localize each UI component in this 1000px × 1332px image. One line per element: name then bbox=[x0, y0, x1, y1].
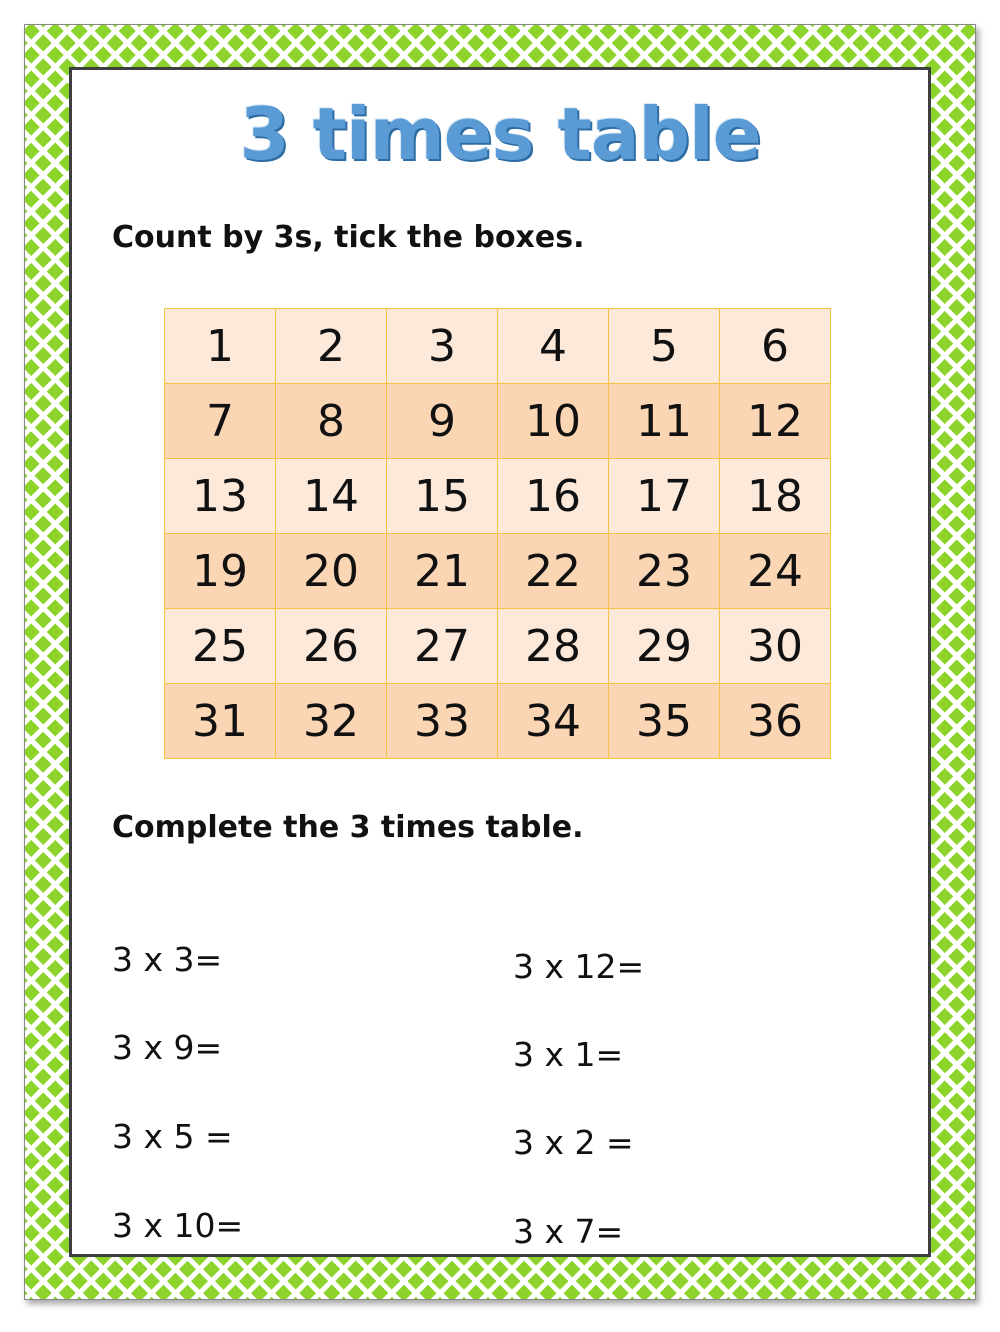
grid-cell-number: 15 bbox=[414, 470, 470, 522]
grid-cell-number: 31 bbox=[192, 695, 248, 747]
grid-cell-number: 3 bbox=[428, 320, 456, 372]
grid-cell-number: 36 bbox=[747, 695, 803, 747]
grid-row bbox=[165, 534, 831, 609]
grid-cell-number: 29 bbox=[636, 620, 692, 672]
grid-cell-number: 10 bbox=[525, 395, 581, 447]
grid-cell[interactable] bbox=[387, 384, 498, 459]
grid-row bbox=[165, 309, 831, 384]
grid-cell-number: 8 bbox=[317, 395, 345, 447]
grid-cell[interactable] bbox=[498, 309, 609, 384]
grid-cell[interactable] bbox=[165, 534, 276, 609]
grid-cell[interactable] bbox=[276, 384, 387, 459]
grid-cell[interactable] bbox=[387, 459, 498, 534]
grid-cell-number: 25 bbox=[192, 620, 248, 672]
grid-row bbox=[165, 384, 831, 459]
worksheet-border bbox=[24, 24, 976, 1300]
equation-left-3: 3 x 5 = bbox=[112, 1117, 233, 1156]
grid-cell[interactable] bbox=[276, 459, 387, 534]
grid-cell[interactable] bbox=[609, 459, 720, 534]
equation-left-2: 3 x 9= bbox=[112, 1028, 223, 1067]
grid-cell[interactable] bbox=[387, 684, 498, 759]
grid-cell-number: 2 bbox=[317, 320, 345, 372]
grid-cell[interactable] bbox=[498, 684, 609, 759]
grid-cell[interactable] bbox=[720, 459, 831, 534]
grid-cell-number: 14 bbox=[303, 470, 359, 522]
grid-cell-number: 5 bbox=[650, 320, 678, 372]
grid-cell[interactable] bbox=[276, 684, 387, 759]
page-title: 3 times table bbox=[239, 92, 761, 176]
grid-cell-number: 1 bbox=[206, 320, 234, 372]
complete-instruction: Complete the 3 times table. bbox=[112, 810, 584, 845]
grid-cell[interactable] bbox=[720, 684, 831, 759]
grid-cell-number: 12 bbox=[747, 395, 803, 447]
grid-cell[interactable] bbox=[276, 534, 387, 609]
grid-cell-number: 19 bbox=[192, 545, 248, 597]
grid-cell[interactable] bbox=[498, 534, 609, 609]
grid-row bbox=[165, 609, 831, 684]
grid-cell[interactable] bbox=[387, 609, 498, 684]
grid-cell[interactable] bbox=[720, 609, 831, 684]
grid-cell[interactable] bbox=[609, 309, 720, 384]
grid-cell[interactable] bbox=[165, 684, 276, 759]
grid-cell-number: 23 bbox=[636, 545, 692, 597]
grid-cell[interactable] bbox=[387, 534, 498, 609]
count-instruction: Count by 3s, tick the boxes. bbox=[112, 220, 585, 255]
grid-cell[interactable] bbox=[498, 384, 609, 459]
grid-cell-number: 16 bbox=[525, 470, 581, 522]
grid-cell[interactable] bbox=[609, 534, 720, 609]
grid-cell[interactable] bbox=[165, 609, 276, 684]
grid-cell[interactable] bbox=[165, 384, 276, 459]
grid-cell-number: 20 bbox=[303, 545, 359, 597]
equation-right-4: 3 x 7= bbox=[513, 1212, 624, 1251]
grid-cell-number: 22 bbox=[525, 545, 581, 597]
grid-cell[interactable] bbox=[609, 684, 720, 759]
number-grid bbox=[164, 308, 831, 759]
grid-cell-number: 33 bbox=[414, 695, 470, 747]
grid-cell[interactable] bbox=[165, 309, 276, 384]
grid-cell-number: 34 bbox=[525, 695, 581, 747]
grid-cell-number: 4 bbox=[539, 320, 567, 372]
worksheet-page bbox=[69, 67, 931, 1257]
grid-cell-number: 9 bbox=[428, 395, 456, 447]
grid-cell-number: 26 bbox=[303, 620, 359, 672]
grid-cell-number: 32 bbox=[303, 695, 359, 747]
grid-cell-number: 30 bbox=[747, 620, 803, 672]
grid-cell[interactable] bbox=[720, 534, 831, 609]
grid-cell-number: 18 bbox=[747, 470, 803, 522]
grid-cell[interactable] bbox=[720, 309, 831, 384]
grid-cell[interactable] bbox=[276, 609, 387, 684]
grid-cell-number: 21 bbox=[414, 545, 470, 597]
grid-cell[interactable] bbox=[276, 309, 387, 384]
grid-cell-number: 13 bbox=[192, 470, 248, 522]
grid-cell-number: 11 bbox=[636, 395, 692, 447]
grid-cell[interactable] bbox=[720, 384, 831, 459]
grid-cell[interactable] bbox=[609, 609, 720, 684]
grid-cell[interactable] bbox=[165, 459, 276, 534]
grid-cell-number: 27 bbox=[414, 620, 470, 672]
grid-cell-number: 17 bbox=[636, 470, 692, 522]
grid-cell[interactable] bbox=[609, 384, 720, 459]
equation-right-2: 3 x 1= bbox=[513, 1035, 624, 1074]
grid-cell[interactable] bbox=[498, 459, 609, 534]
grid-cell-number: 24 bbox=[747, 545, 803, 597]
grid-row bbox=[165, 459, 831, 534]
grid-cell-number: 6 bbox=[761, 320, 789, 372]
grid-cell[interactable] bbox=[498, 609, 609, 684]
grid-cell-number: 35 bbox=[636, 695, 692, 747]
equation-right-3: 3 x 2 = bbox=[513, 1123, 634, 1162]
equation-left-1: 3 x 3= bbox=[112, 940, 223, 979]
grid-row bbox=[165, 684, 831, 759]
equation-left-4: 3 x 10= bbox=[112, 1206, 244, 1245]
grid-cell-number: 7 bbox=[206, 395, 234, 447]
grid-cell[interactable] bbox=[387, 309, 498, 384]
grid-cell-number: 28 bbox=[525, 620, 581, 672]
equation-right-1: 3 x 12= bbox=[513, 947, 645, 986]
